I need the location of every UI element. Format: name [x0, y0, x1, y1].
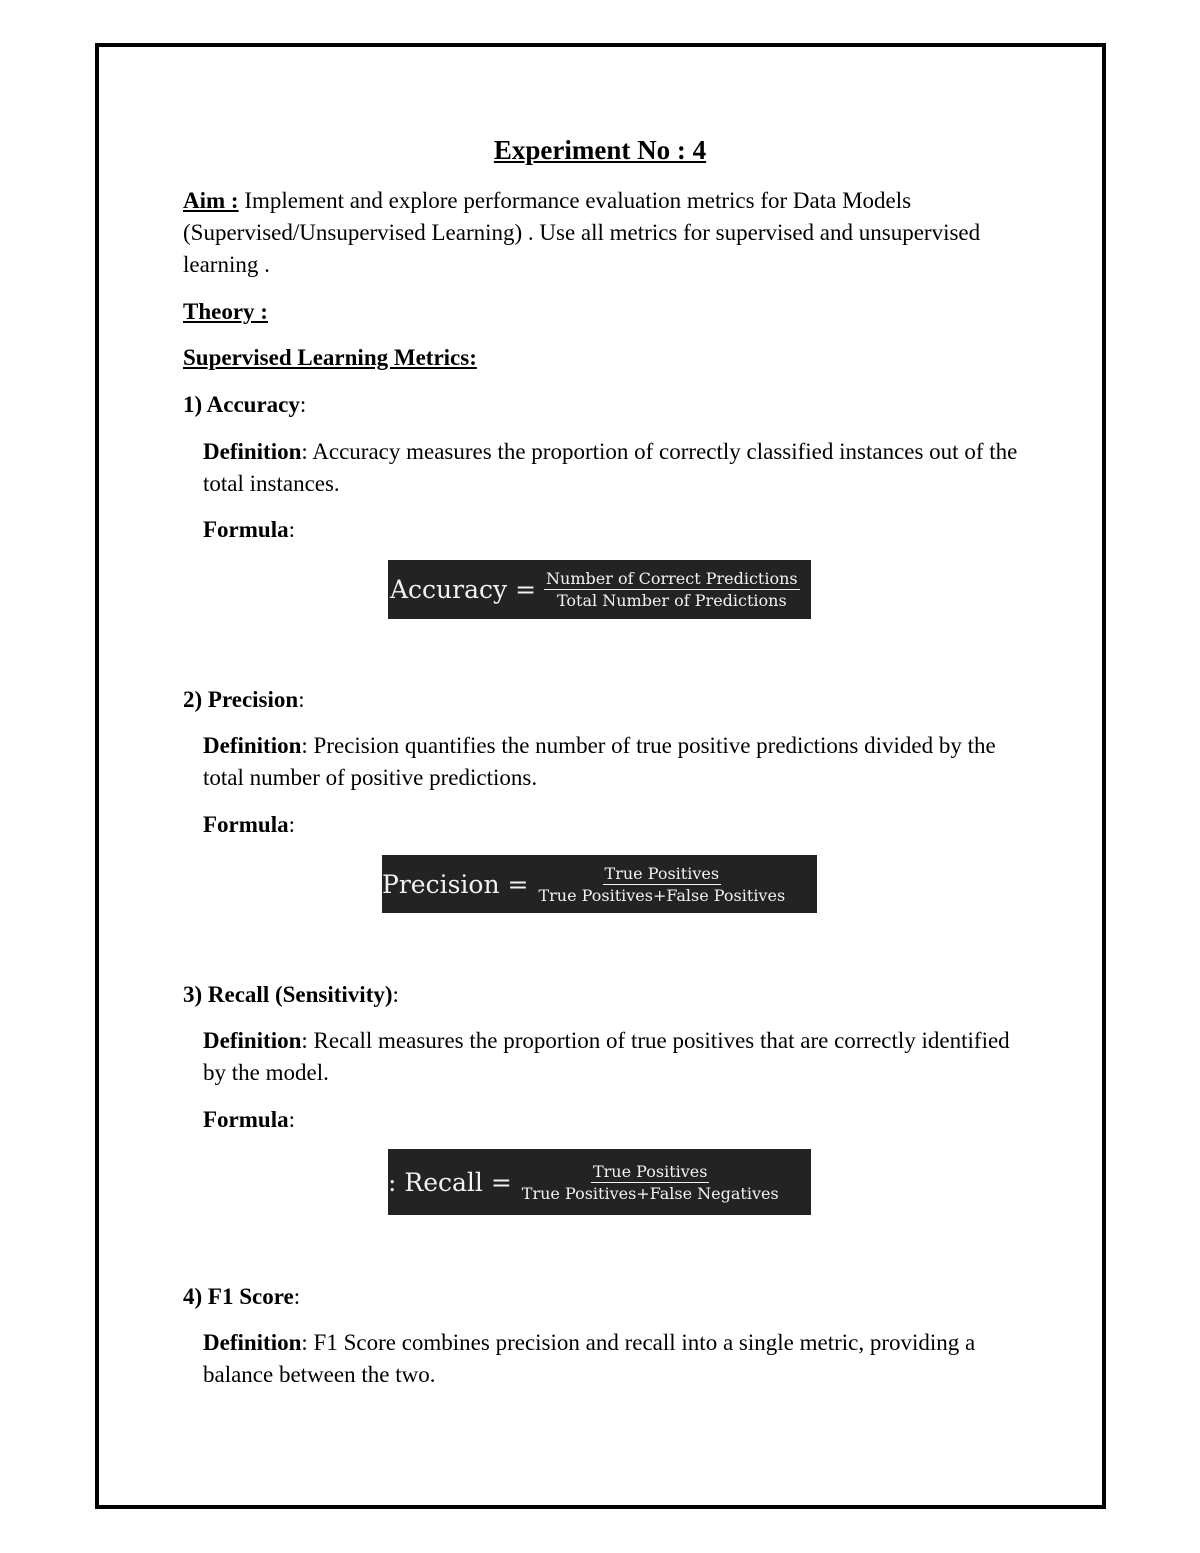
formula-image-precision: [382, 855, 817, 913]
formula-fraction: [520, 1162, 781, 1203]
formula-label-recall: Formula:: [203, 1107, 295, 1132]
definition-precision: Definition: Precision quantifies the number of true positive predictions divided by the total number of positive predictions.: [203, 733, 996, 790]
formula-label-accuracy: Formula:: [203, 517, 295, 542]
definition-recall: Definition: Recall measures the proportion of true positives that are correctly identified by the model.: [203, 1028, 1010, 1085]
aim-text: Implement and explore performance evaluation metrics for Data Models (Supervised/Unsupervised Learning) . Use all metrics for supervised and unsupervised learning .: [183, 188, 981, 277]
formula-fraction: [544, 569, 800, 610]
formula-lhs: : Recall =: [388, 1167, 512, 1197]
formula-denominator: True Positives+False Negatives: [521, 1183, 779, 1203]
section-heading-recall: 3) Recall (Sensitivity):: [183, 982, 399, 1007]
supervised-heading: Supervised Learning Metrics:: [183, 345, 477, 370]
formula-image-recall: [388, 1149, 811, 1215]
page-title: Experiment No : 4: [493, 135, 707, 165]
formula-lhs: Precision =: [382, 869, 529, 899]
formula-label-precision: Formula:: [203, 812, 295, 837]
formula-fraction: [536, 864, 787, 905]
formula-numerator: True Positives: [604, 863, 720, 883]
aim-paragraph: [183, 185, 1023, 281]
section-heading-f1: 4) F1 Score:: [183, 1284, 301, 1309]
formula-numerator: Number of Correct Predictions: [546, 569, 798, 588]
formula-lhs: Accuracy =: [390, 575, 537, 604]
formula-denominator: Total Number of Predictions: [556, 591, 787, 610]
definition-f1: Definition: F1 Score combines precision and recall into a single metric, providing a balance between the two.: [203, 1330, 976, 1387]
section-heading-accuracy: 1) Accuracy:: [183, 392, 307, 417]
section-heading-precision: 2) Precision:: [183, 687, 305, 712]
formula-image-accuracy: [388, 560, 811, 619]
theory-heading: Theory :: [183, 299, 268, 324]
formula-numerator: True Positives: [592, 1161, 708, 1181]
formula-denominator: True Positives+False Positives: [538, 885, 786, 905]
aim-label: Aim :: [183, 188, 239, 213]
definition-accuracy: Definition: Accuracy measures the proportion of correctly classified instances out of the total instances.: [203, 439, 1018, 496]
